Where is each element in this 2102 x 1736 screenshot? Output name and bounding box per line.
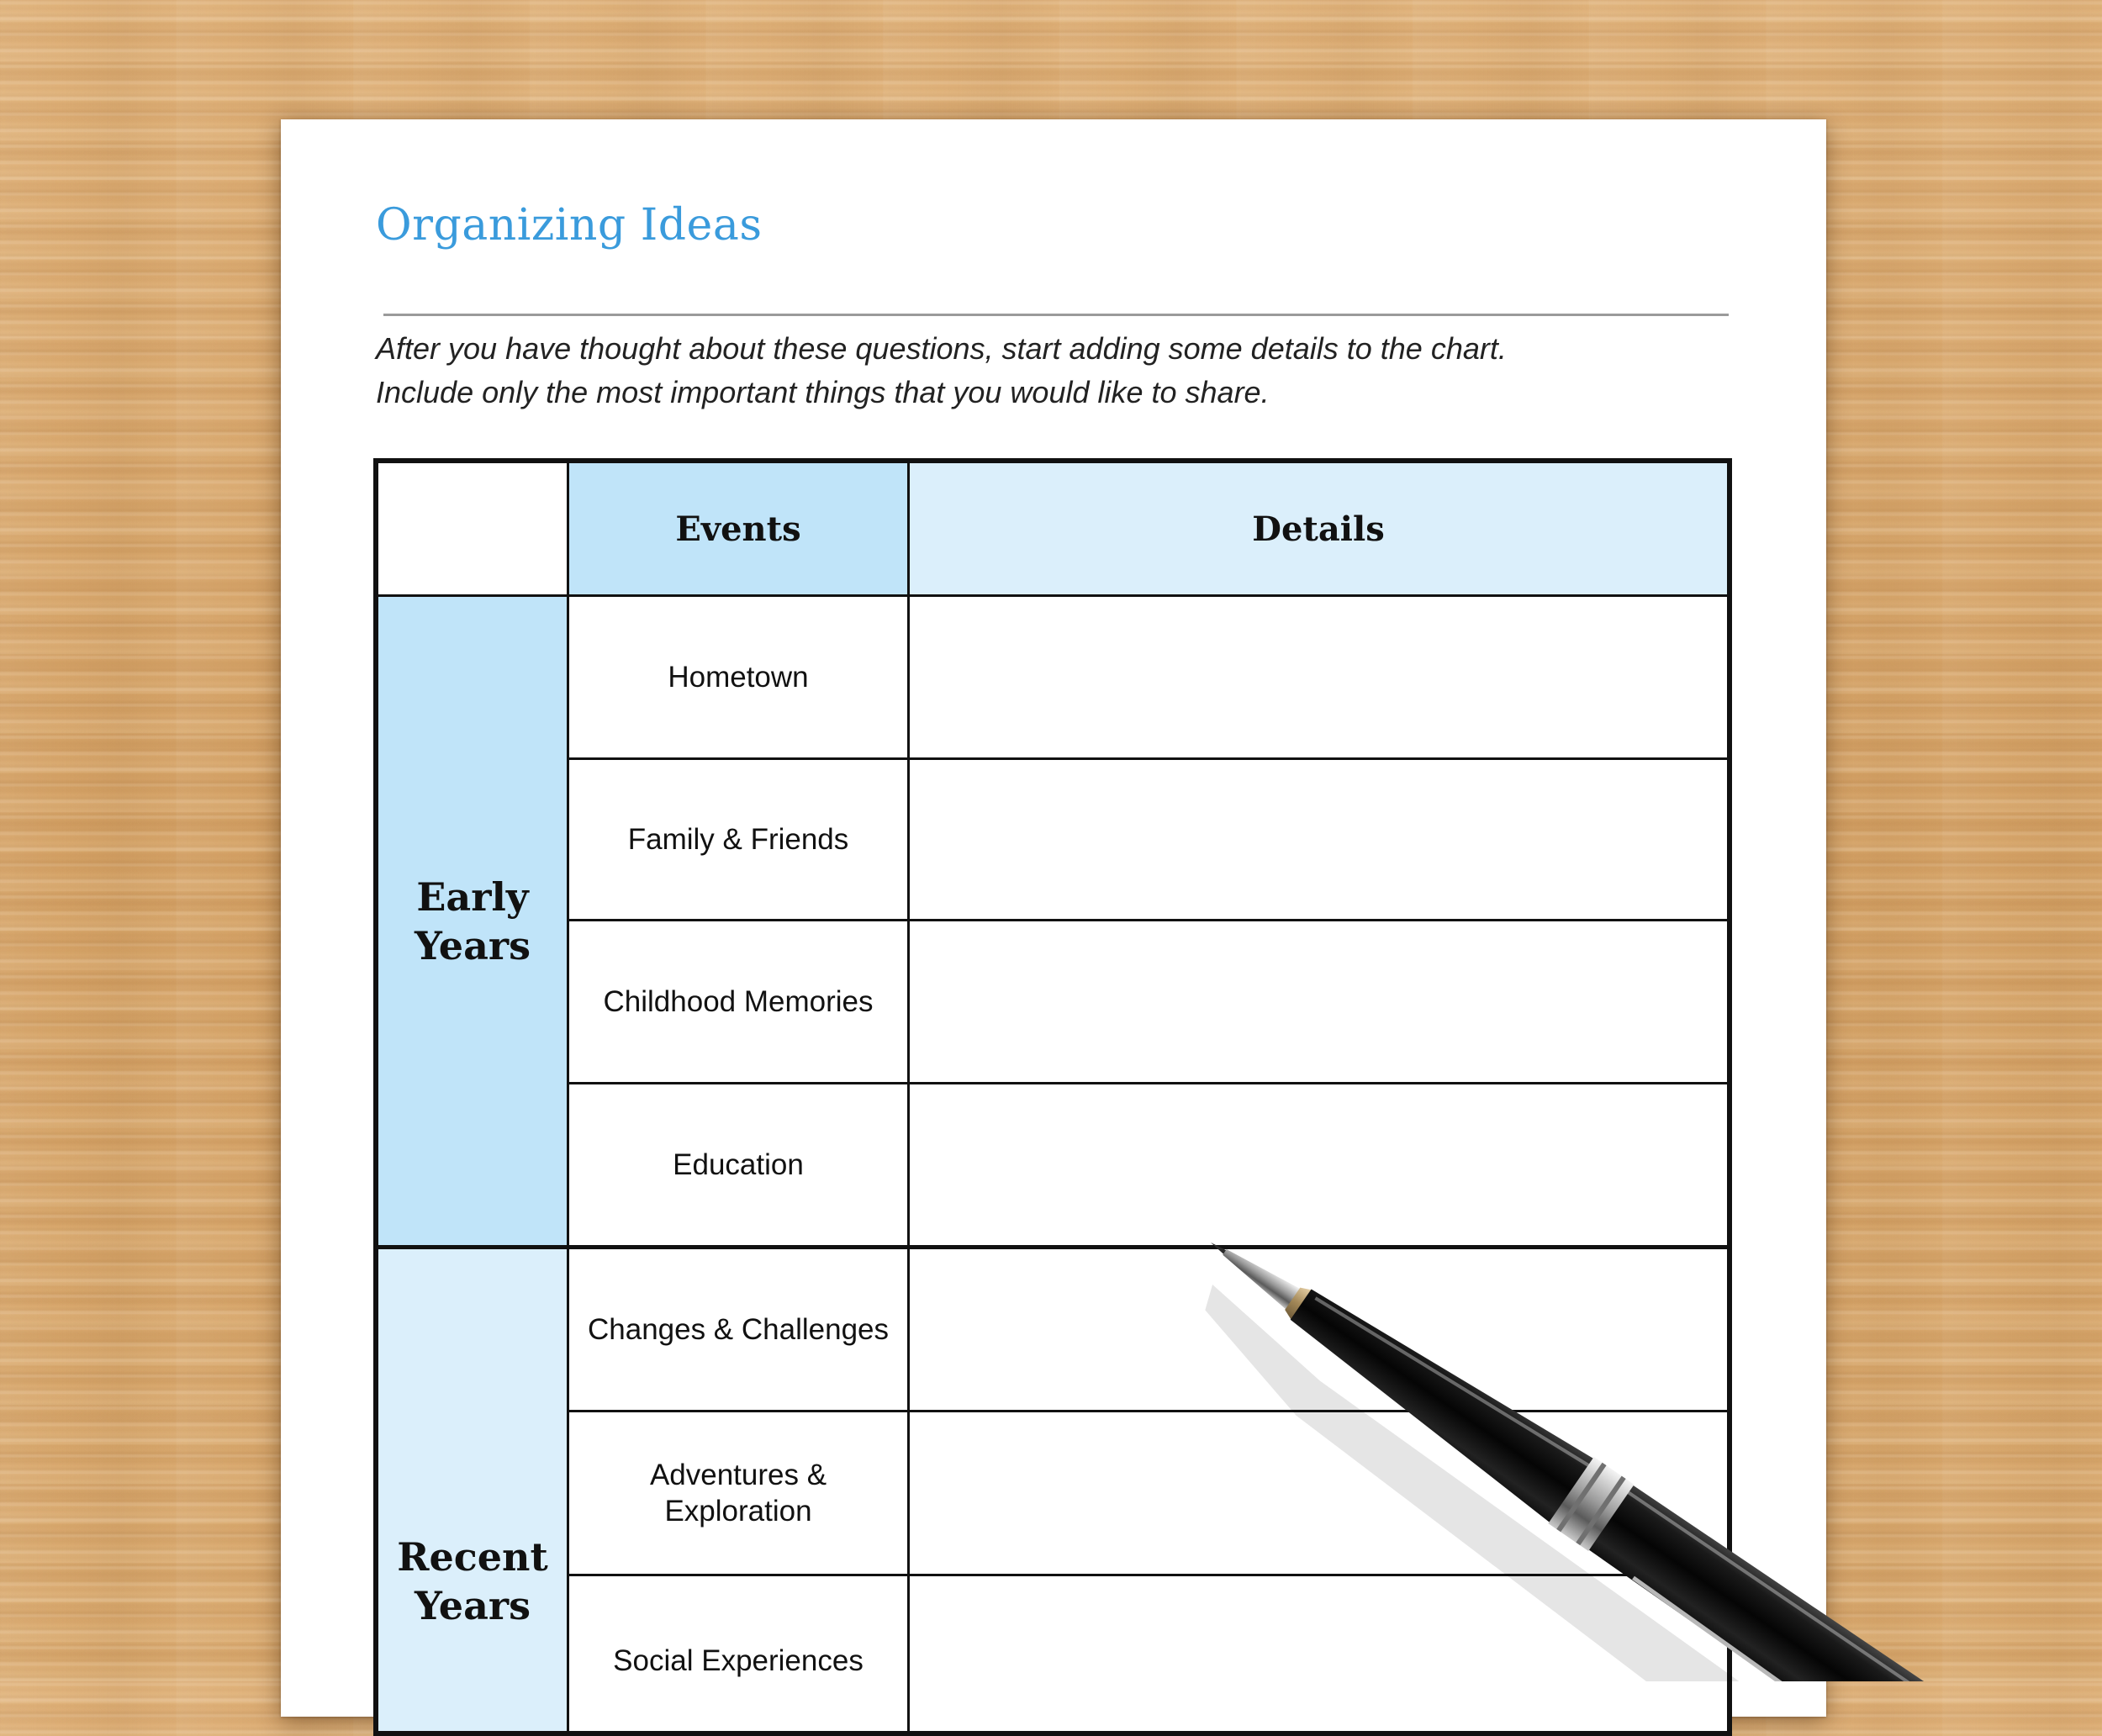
title-divider (383, 314, 1729, 316)
group-label-line: Recent (397, 1534, 548, 1580)
details-cell[interactable] (910, 760, 1727, 921)
group-label-line: Years (414, 922, 531, 968)
group-recent-years (378, 1249, 569, 1736)
instructions (376, 327, 1738, 414)
event-label: Family & Friends (627, 823, 849, 856)
group-label-line: Early (416, 873, 529, 920)
events-header-label: Events (675, 509, 801, 549)
page-title: Organizing Ideas (376, 200, 763, 251)
event-cell-family-friends (569, 760, 910, 921)
details-column-header (910, 463, 1727, 597)
details-header-label: Details (1252, 509, 1385, 549)
group-label (397, 1533, 547, 1630)
event-cell-social-experiences (569, 1576, 910, 1736)
details-cell[interactable] (910, 1576, 1727, 1736)
corner-cell (378, 463, 569, 597)
event-label: Social Experiences (613, 1644, 864, 1677)
event-label: Hometown (668, 661, 809, 694)
details-cell[interactable] (910, 1084, 1727, 1249)
event-cell-childhood-memories (569, 921, 910, 1084)
event-cell-adventures-exploration (569, 1412, 910, 1576)
event-label: Adventures & Exploration (649, 1459, 827, 1528)
group-label (415, 873, 531, 970)
event-cell-changes-challenges (569, 1249, 910, 1412)
details-cell[interactable] (910, 921, 1727, 1084)
organizer-chart (373, 458, 1732, 1736)
event-cell-education (569, 1084, 910, 1249)
event-label: Changes & Challenges (587, 1313, 889, 1346)
group-early-years (378, 597, 569, 1249)
details-cell[interactable] (910, 597, 1727, 760)
event-cell-hometown (569, 597, 910, 760)
event-label: Childhood Memories (603, 985, 874, 1018)
instruction-line: Include only the most important things that you would like to share. (376, 375, 1270, 409)
group-label-line: Years (414, 1583, 531, 1628)
details-cell[interactable] (910, 1249, 1727, 1412)
instruction-line: After you have thought about these questions, start adding some details to the chart. (376, 331, 1507, 366)
worksheet-page (281, 119, 1826, 1717)
details-cell[interactable] (910, 1412, 1727, 1576)
event-label: Education (673, 1148, 804, 1181)
events-column-header (569, 463, 910, 597)
